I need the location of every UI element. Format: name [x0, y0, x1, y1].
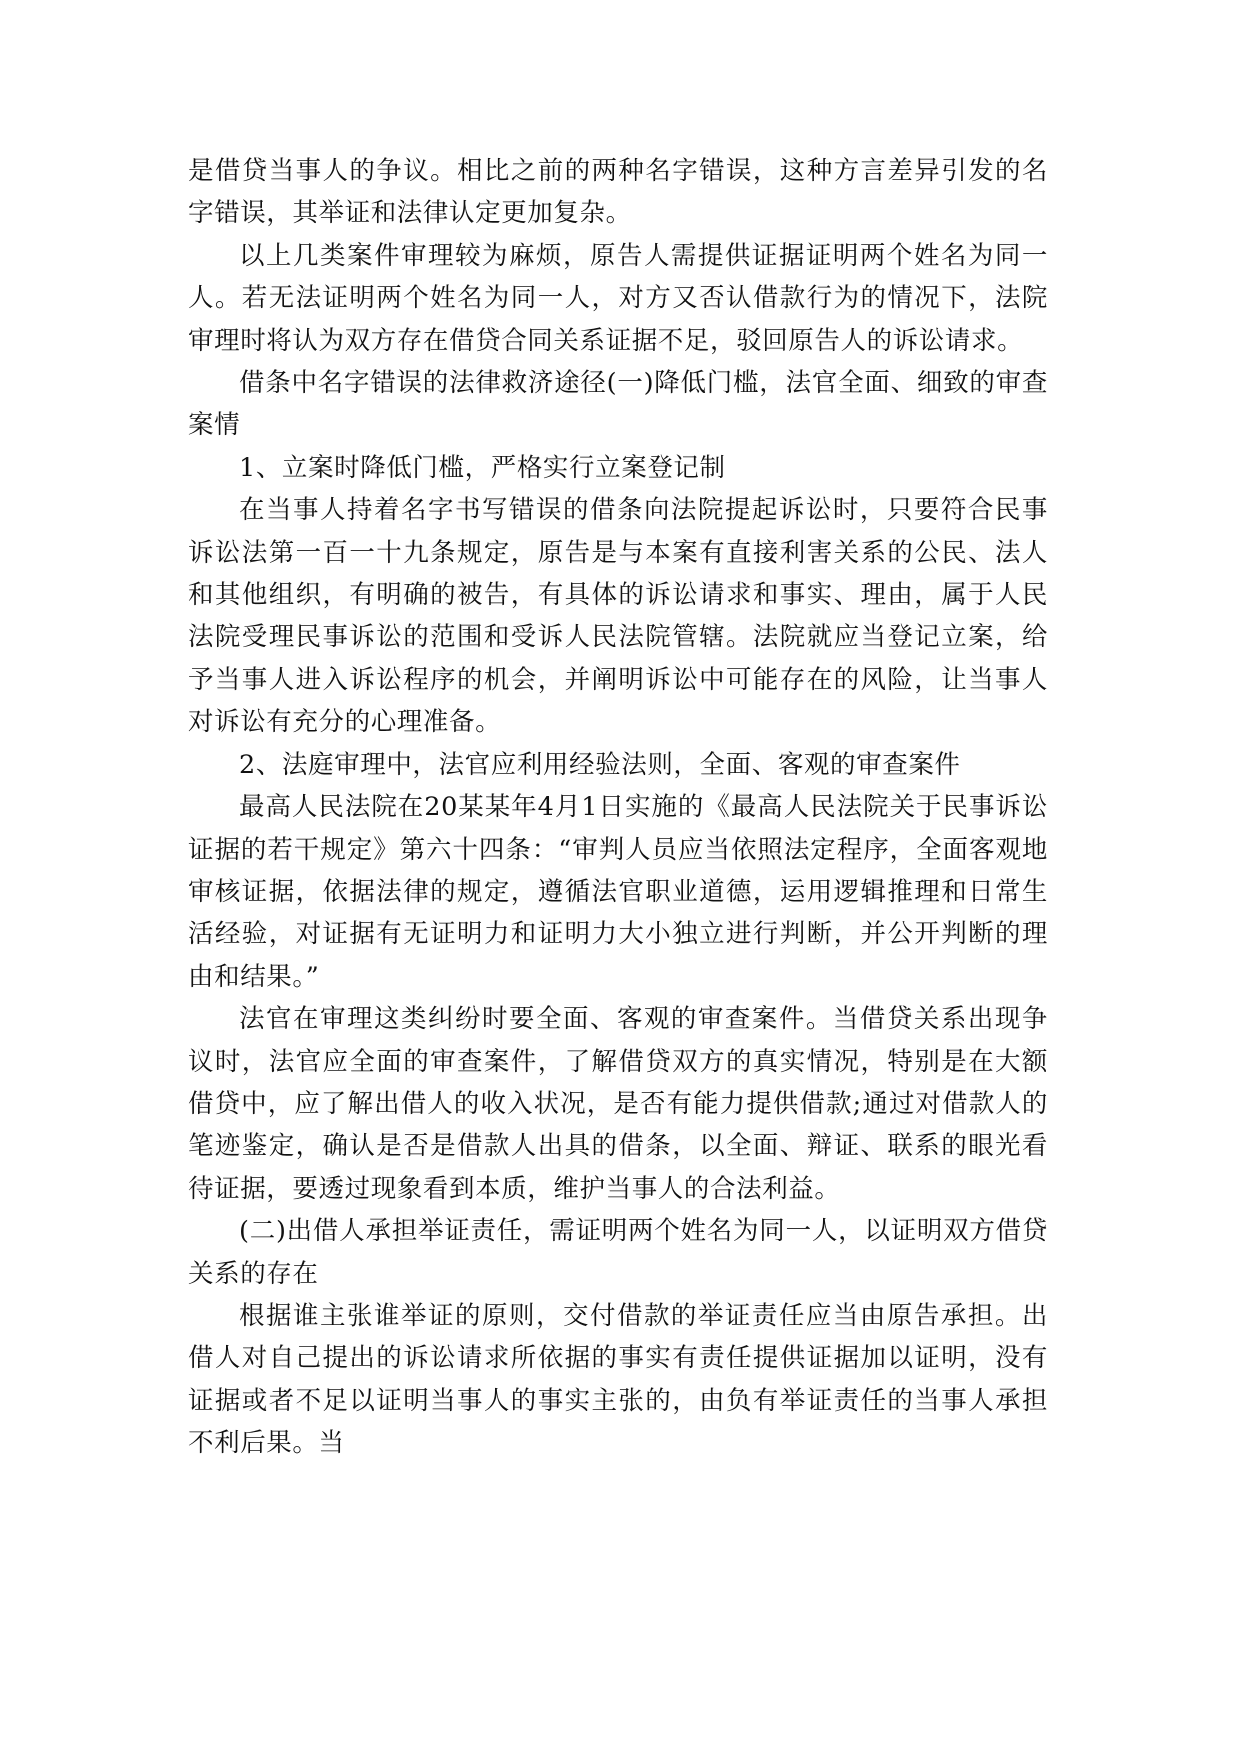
section-heading-burden: (二)出借人承担举证责任，需证明两个姓名为同一人，以证明双方借贷关系的存在: [188, 1216, 1048, 1289]
subheading-1: 1、立案时降低门槛，严格实行立案登记制: [239, 452, 726, 483]
paragraph-5: 在当事人持着名字书写错误的借条向法院提起诉讼时，只要符合民事诉讼法第一百一十九条规定，原告是与本案有直接利害关系的公民、法人和其他组织，有明确的被告，有具体的诉讼请求和事实、理由，属于人民法院受理民事诉讼的范围和受诉人民法院管辖。法院就应当登记立案，给予当事人进入诉讼程序的机会，并阐明诉讼中可能存在的风险，让当事人对诉讼有充分的心理准备。: [188, 495, 1048, 738]
paragraph-7: 最高人民法院在20某某年4月1日实施的《最高人民法院关于民事诉讼证据的若干规定》第六十四条：“审判人员应当依照法定程序，全面客观地审核证据，依据法律的规定，遵循法官职业道德，运用逻辑推理和日常生活经验，对证据有无证明力和证明力大小独立进行判断，并公开判断的理由和结果。”: [188, 792, 1048, 992]
paragraph-10: 根据谁主张谁举证的原则，交付借款的举证责任应当由原告承担。出借人对自己提出的诉讼请求所依据的事实有责任提供证据加以证明，没有证据或者不足以证明当事人的事实主张的，由负有举证责任的当事人承担不利后果。当: [188, 1300, 1048, 1459]
subheading-2: 2、法庭审理中，法官应利用经验法则，全面、客观的审查案件: [239, 749, 961, 780]
section-heading-remedies: 借条中名字错误的法律救济途径(一)降低门槛，法官全面、细致的审查案情: [188, 368, 1048, 441]
document-page: [188, 150, 1048, 1465]
paragraph-1: 是借贷当事人的争议。相比之前的两种名字错误，这种方言差异引发的名字错误，其举证和法律认定更加复杂。: [188, 156, 1048, 229]
paragraph-2: 以上几类案件审理较为麻烦，原告人需提供证据证明两个姓名为同一人。若无法证明两个姓名为同一人，对方又否认借款行为的情况下，法院审理时将认为双方存在借贷合同关系证据不足，驳回原告人的诉讼请求。: [188, 240, 1048, 356]
paragraph-8: 法官在审理这类纠纷时要全面、客观的审查案件。当借贷关系出现争议时，法官应全面的审查案件，了解借贷双方的真实情况，特别是在大额借贷中，应了解出借人的收入状况，是否有能力提供借款;通过对借款人的笔迹鉴定，确认是否是借款人出具的借条，以全面、辩证、联系的眼光看待证据，要透过现象看到本质，维护当事人的合法利益。: [188, 1004, 1048, 1204]
